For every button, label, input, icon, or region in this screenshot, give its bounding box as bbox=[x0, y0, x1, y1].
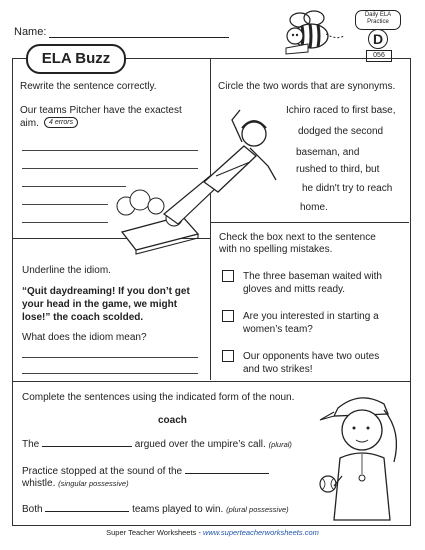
q3-quote-line: lose!” the coach scolded. bbox=[22, 312, 144, 323]
q4-instruction-line: Check the box next to the sentence bbox=[219, 232, 376, 243]
q5-sentence-2 bbox=[22, 464, 269, 478]
page-title: ELA Buzz bbox=[26, 44, 126, 74]
set-letter: D bbox=[368, 29, 388, 49]
q5-noun: coach bbox=[158, 415, 187, 426]
answer-blank[interactable] bbox=[42, 437, 132, 447]
option-line: gloves and mitts ready. bbox=[243, 284, 346, 295]
q5-s3-hint: (plural possessive) bbox=[226, 505, 289, 514]
q5-sentence-2-cont bbox=[22, 477, 129, 490]
q3-quote-line: your head in the game, we might bbox=[22, 299, 178, 310]
q2-instruction: Circle the two words that are synonyms. bbox=[218, 81, 396, 92]
errors-badge: 4 errors bbox=[44, 117, 78, 128]
q2-passage-line: baseman, and bbox=[296, 147, 360, 158]
name-label: Name: bbox=[14, 26, 47, 38]
answer-line[interactable] bbox=[22, 222, 108, 223]
q2-passage-line: he didn't try to reach bbox=[302, 183, 393, 194]
q2-passage-line: home. bbox=[300, 202, 328, 213]
q1-sentence-1: Our teams Pitcher have the exactest bbox=[20, 105, 182, 116]
option-checkbox[interactable] bbox=[222, 350, 234, 362]
q4-instruction-line: with no spelling mistakes. bbox=[219, 244, 333, 255]
option-line: women’s team? bbox=[243, 324, 313, 335]
footer bbox=[0, 528, 425, 537]
q3-quote-line: “Quit daydreaming! If you don’t get bbox=[22, 286, 190, 297]
q5-s3-post: teams played to win. bbox=[132, 504, 224, 515]
q1-sentence-2: aim. bbox=[20, 118, 39, 129]
name-line[interactable] bbox=[49, 37, 229, 38]
q5-sentence-3 bbox=[22, 502, 289, 516]
answer-line[interactable] bbox=[22, 357, 198, 358]
q5-instruction: Complete the sentences using the indicated form of the noun. bbox=[22, 392, 295, 403]
q5-s1-hint: (plural) bbox=[268, 440, 292, 449]
badge-line-2: Practice bbox=[367, 19, 389, 25]
q5-sentence-1 bbox=[22, 437, 292, 451]
footer-url[interactable]: www.superteacherworksheets.com bbox=[202, 528, 319, 537]
option-line: Are you interested in starting a bbox=[243, 311, 379, 322]
q5-s1-pre: The bbox=[22, 439, 40, 450]
coach-illustration bbox=[312, 386, 408, 522]
q1-instruction: Rewrite the sentence correctly. bbox=[20, 81, 157, 92]
badge-line-1: Daily ELA bbox=[364, 12, 392, 18]
answer-line[interactable] bbox=[22, 373, 198, 374]
worksheet-number: 056 bbox=[366, 50, 392, 62]
q2-passage-line: dodged the second bbox=[298, 126, 384, 137]
option-checkbox[interactable] bbox=[222, 310, 234, 322]
q2-passage-line: rushed to third, but bbox=[296, 164, 380, 175]
bee-illustration bbox=[278, 6, 350, 58]
bottom-divider bbox=[12, 381, 410, 382]
q5-s2-line2: whistle. bbox=[22, 478, 56, 489]
answer-blank[interactable] bbox=[45, 502, 129, 512]
footer-text: Super Teacher Worksheets - bbox=[106, 528, 203, 537]
daily-ela-badge bbox=[355, 10, 401, 30]
q5-s1-post: argued over the umpire’s call. bbox=[134, 439, 266, 450]
q5-s2-pre: Practice stopped at the sound of the bbox=[22, 466, 183, 477]
q2-passage-line: Ichiro raced to first base, bbox=[286, 105, 396, 116]
q3-question: What does the idiom mean? bbox=[22, 332, 147, 343]
q5-s2-hint: (singular possessive) bbox=[58, 479, 129, 488]
option-line: The three baseman waited with bbox=[243, 271, 382, 282]
option-line: Our opponents have two outes bbox=[243, 351, 380, 362]
option-checkbox[interactable] bbox=[222, 270, 234, 282]
q3-instruction: Underline the idiom. bbox=[22, 265, 111, 276]
answer-blank[interactable] bbox=[185, 464, 269, 474]
answer-line[interactable] bbox=[22, 204, 108, 205]
option-line: and two strikes! bbox=[243, 364, 313, 375]
q5-s3-pre: Both bbox=[22, 504, 43, 515]
